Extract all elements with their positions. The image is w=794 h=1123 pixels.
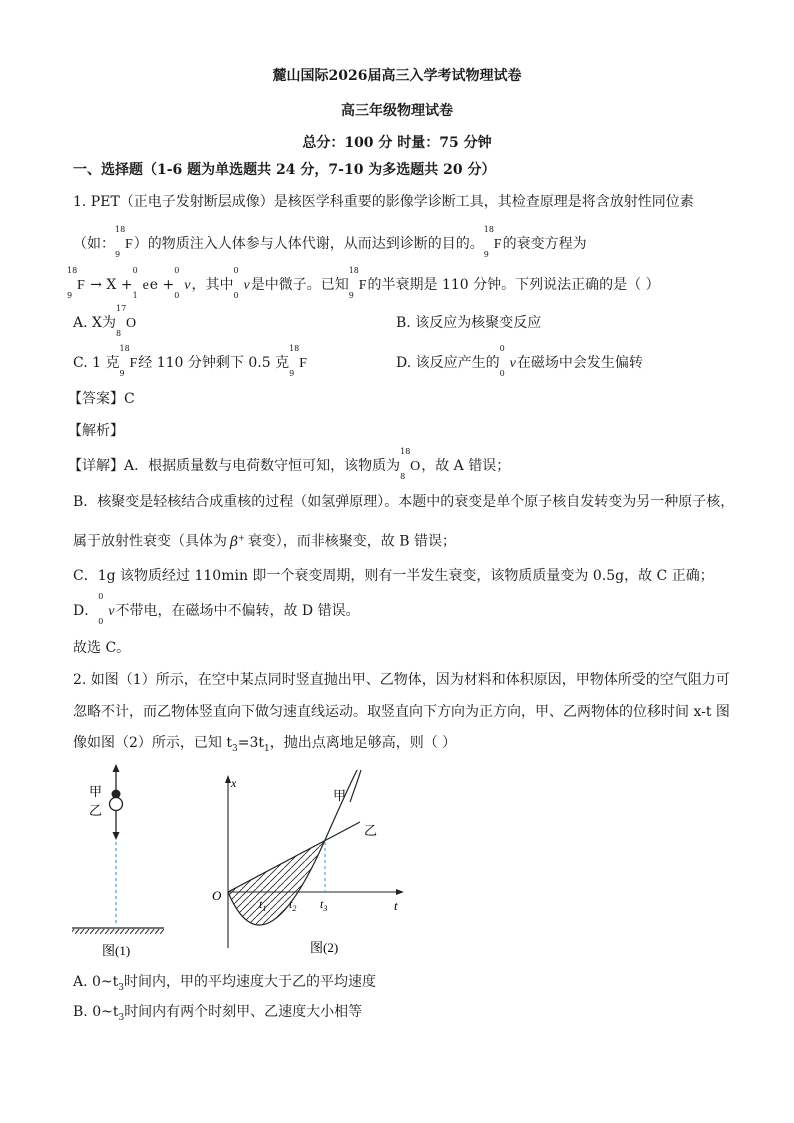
fig1-label-yi: 乙	[89, 803, 103, 818]
q1-line3-c: 的半衰期是 110 分钟。下列说法正确的是（ ）	[367, 277, 660, 293]
detail-d: D． 0 0 ν不带电，在磁场中不偏转，故 D 错误。	[73, 592, 360, 626]
tick-t1: $t_1$	[259, 897, 267, 913]
q2-option-a: A. $0\sim t_3$时间内，甲的平均速度大于乙的平均速度	[73, 974, 377, 993]
fig2-caption: 图(2)	[310, 940, 339, 955]
ground-hatch	[72, 929, 164, 934]
beta-plus: β+	[230, 533, 245, 550]
q1-option-c: C. 1 克 18 9 F经 110 分钟剩下 0.5 克 18 9 F	[73, 344, 307, 378]
origin-label: O	[212, 888, 222, 903]
q1-option-a: A. X为 17 8 O	[73, 304, 137, 338]
fig2-label-yi: 乙	[364, 823, 378, 838]
nuclide-f18: 18 9 F	[483, 225, 502, 259]
q2-option-b: B. $0\sim t_3$时间内有两个时刻甲、乙速度大小相等	[73, 1004, 363, 1023]
exam-subtitle: 高三年级物理试卷	[341, 103, 453, 119]
positron: 0 1 e	[132, 266, 149, 300]
q2-line2: 忽略不计，而乙物体竖直向下做匀速直线运动。取竖直向下方向为正方向，甲、乙两物体的位移时间 x-t 图	[73, 704, 730, 720]
answer: 【答案】C	[68, 391, 135, 407]
fig1-label-jia: 甲	[89, 784, 103, 799]
down-arrow-head	[113, 832, 120, 840]
q2-line3: 像如图（2）所示，已知 $t_3=3t_1$，抛出点离地足够高，则（ ）	[73, 735, 457, 754]
eq-plus: e +	[149, 277, 175, 293]
fig1-caption: 图(1)	[102, 943, 131, 958]
conclusion: 故选 C。	[73, 640, 131, 656]
nuclide-f18: 18 9 F	[67, 266, 85, 300]
up-arrow-head	[113, 764, 120, 772]
neutrino: 0 0 ν	[174, 266, 191, 300]
q1-line3-a: ，其中	[191, 277, 234, 293]
section-heading: 一、选择题（1-6 题为单选题共 24 分，7-10 为多选题共 20 分）	[73, 162, 496, 178]
neutrino: 0 0 ν	[499, 344, 516, 378]
neutrino: 0 0 ν	[98, 592, 115, 626]
q1-option-b: B. 该反应为核聚变反应	[396, 315, 542, 331]
figure-2	[200, 770, 420, 960]
nuclide-o18: 18 8 O	[400, 447, 421, 481]
decay-arrow: → X +	[90, 277, 133, 293]
q1-line3	[67, 266, 660, 300]
q1-line3-b: 是中微子。已知	[250, 277, 349, 293]
ball-yi	[110, 798, 123, 811]
neutrino: 0 0 ν	[233, 266, 250, 300]
t-axis-arrow	[396, 889, 404, 895]
nuclide-f18: 18 9 F	[289, 344, 307, 378]
q1-line2-a: （如：	[73, 236, 115, 252]
figure-1	[60, 760, 180, 960]
shaded-region	[228, 840, 328, 925]
axis-t-label: t	[394, 898, 398, 913]
q1-option-d: D. 该反应产生的 0 0 ν在磁场中会发生偏转	[396, 344, 643, 378]
detail-c: C．1g 该物质经过 110min 即一个衰变周期，则有一半发生衰变，该物质质量变为 0.5g，故 C 正确；	[73, 568, 714, 584]
q1-line2-c: 的衰变方程为	[502, 236, 587, 252]
q1-line2-b: ）的物质注入人体参与人体代谢，从而达到诊断的目的。	[133, 236, 484, 252]
detail-a: 【详解】A．根据质量数与电荷数守恒可知，该物质为 18 8 O，故 A 错误；	[68, 447, 511, 481]
analysis-heading: 【解析】	[68, 423, 124, 439]
detail-b2: 属于放射性衰变（具体为 β+ 衰变），而非核聚变，故 B 错误；	[73, 533, 456, 550]
exam-title: 麓山国际2026届高三入学考试物理试卷	[272, 68, 522, 84]
nuclide-f18: 18 9 F	[348, 266, 367, 300]
detail-b1: B．核聚变是轻核结合成重核的过程（如氢弹原理）。本题中的衰变是单个原子核自发转变为另一种原子核，	[73, 494, 735, 510]
q1-line2	[73, 225, 587, 259]
q1-line1: 1. PET（正电子发射断层成像）是核医学科重要的影像学诊断工具，其检查原理是将含放射性同位素	[73, 194, 694, 210]
axis-x-label: x	[231, 776, 237, 790]
nuclide-f18: 18 9 F	[115, 225, 133, 259]
tick-t3: $t_3$	[320, 897, 328, 913]
fig2-label-jia: 甲	[333, 788, 347, 803]
score-time: 总分：100 分 时量：75 分钟	[302, 135, 492, 151]
tick-t2: $t_2$	[289, 897, 297, 913]
q2-line1: 2. 如图（1）所示，在空中某点同时竖直抛出甲、乙物体，因为材料和体积原因，甲物体所受的空气阻力可	[73, 672, 730, 688]
nuclide-f18: 18 9 F	[119, 344, 138, 378]
nuclide-o17: 17 8 O	[115, 304, 137, 338]
